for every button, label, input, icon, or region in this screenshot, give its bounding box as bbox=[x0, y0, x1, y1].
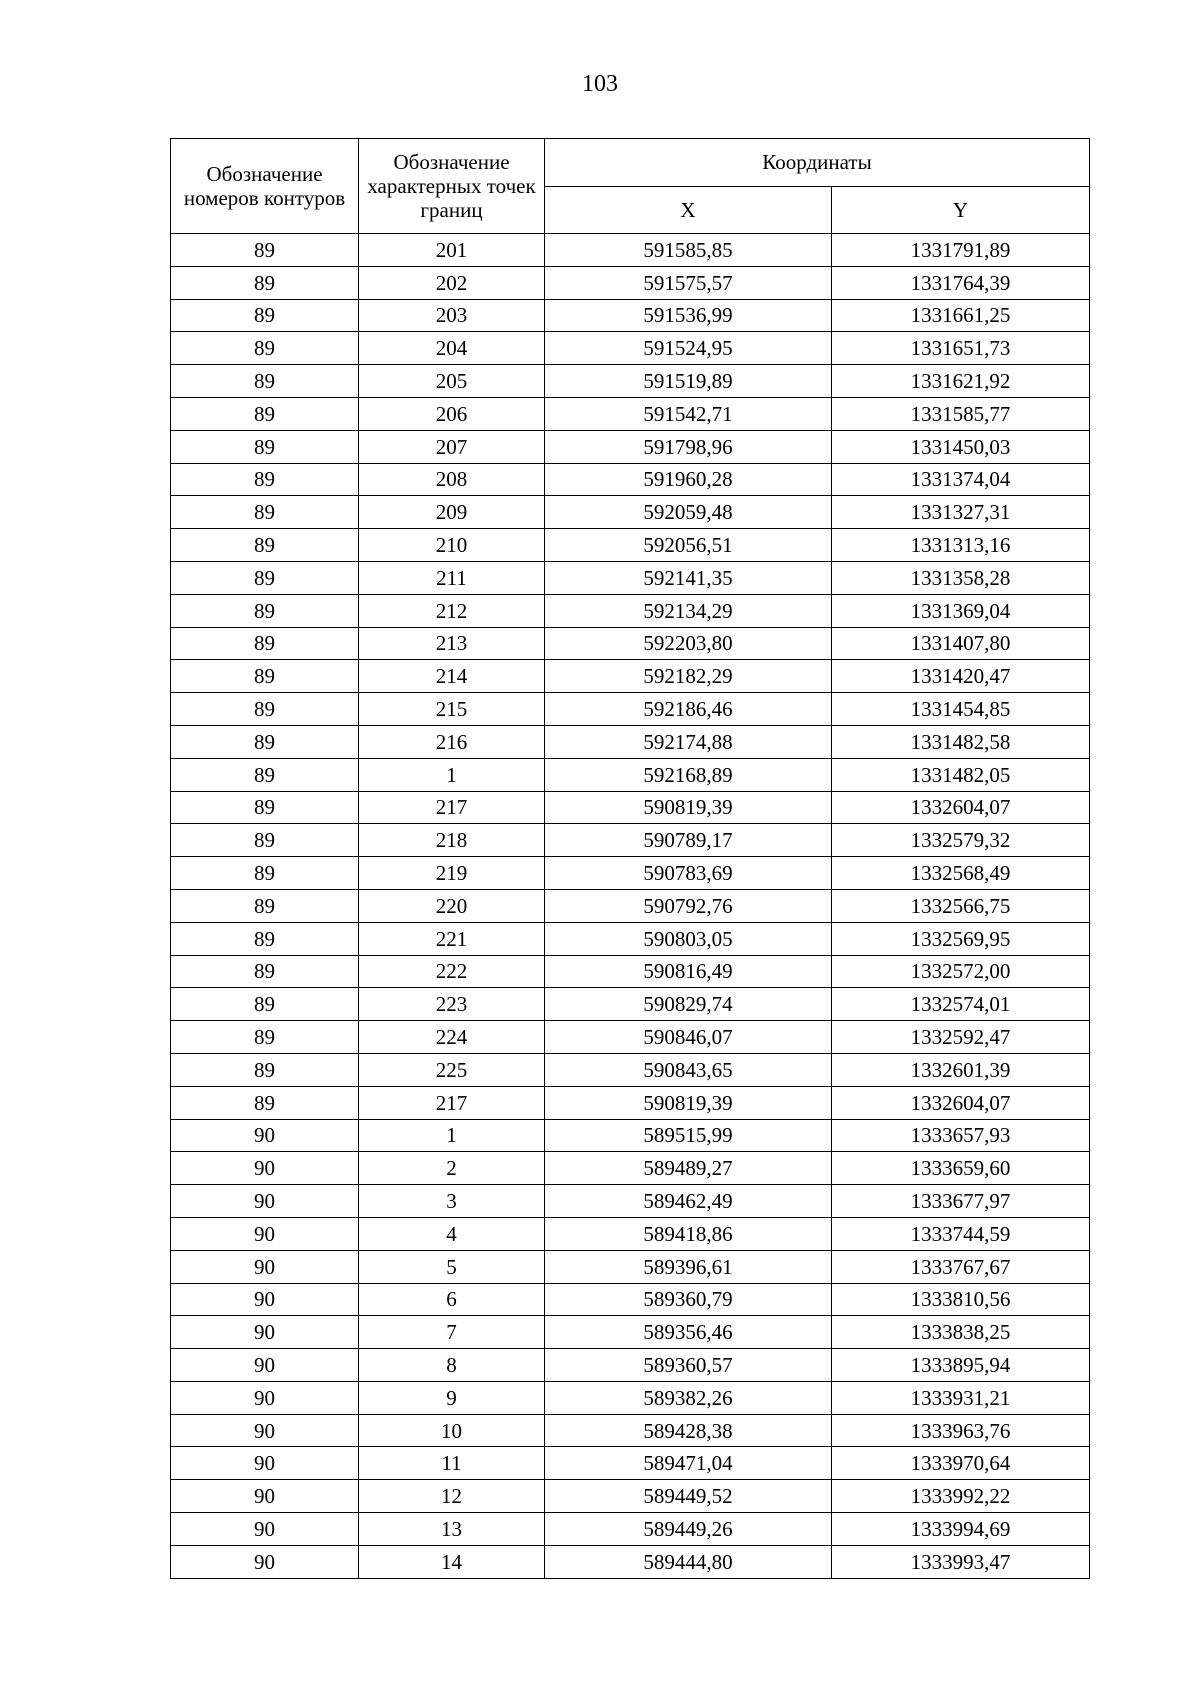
cell-x: 589449,26 bbox=[545, 1513, 832, 1546]
cell-contour: 90 bbox=[171, 1185, 359, 1218]
table-row bbox=[171, 1053, 1090, 1086]
table-row bbox=[171, 988, 1090, 1021]
table-row bbox=[171, 1381, 1090, 1414]
cell-point: 209 bbox=[359, 496, 545, 529]
table-body bbox=[171, 234, 1090, 1579]
cell-y: 1331407,80 bbox=[832, 627, 1090, 660]
cell-point: 221 bbox=[359, 922, 545, 955]
cell-x: 592134,29 bbox=[545, 594, 832, 627]
table-row bbox=[171, 1414, 1090, 1447]
cell-contour: 90 bbox=[171, 1513, 359, 1546]
cell-point: 11 bbox=[359, 1447, 545, 1480]
table-row bbox=[171, 889, 1090, 922]
cell-x: 590803,05 bbox=[545, 922, 832, 955]
cell-contour: 89 bbox=[171, 1053, 359, 1086]
cell-point: 218 bbox=[359, 824, 545, 857]
cell-x: 590819,39 bbox=[545, 1086, 832, 1119]
cell-contour: 89 bbox=[171, 988, 359, 1021]
cell-x: 589462,49 bbox=[545, 1185, 832, 1218]
table-row bbox=[171, 1480, 1090, 1513]
cell-point: 217 bbox=[359, 791, 545, 824]
cell-contour: 89 bbox=[171, 561, 359, 594]
cell-point: 205 bbox=[359, 365, 545, 398]
table-row bbox=[171, 299, 1090, 332]
cell-y: 1331482,05 bbox=[832, 758, 1090, 791]
cell-x: 589396,61 bbox=[545, 1250, 832, 1283]
table-row bbox=[171, 1283, 1090, 1316]
cell-point: 8 bbox=[359, 1349, 545, 1382]
cell-y: 1333657,93 bbox=[832, 1119, 1090, 1152]
cell-y: 1333931,21 bbox=[832, 1381, 1090, 1414]
cell-contour: 89 bbox=[171, 397, 359, 430]
cell-y: 1332604,07 bbox=[832, 1086, 1090, 1119]
cell-x: 590819,39 bbox=[545, 791, 832, 824]
cell-x: 589382,26 bbox=[545, 1381, 832, 1414]
cell-x: 592182,29 bbox=[545, 660, 832, 693]
cell-y: 1333659,60 bbox=[832, 1152, 1090, 1185]
cell-point: 12 bbox=[359, 1480, 545, 1513]
cell-x: 590792,76 bbox=[545, 889, 832, 922]
table-row bbox=[171, 824, 1090, 857]
cell-point: 4 bbox=[359, 1217, 545, 1250]
cell-x: 592141,35 bbox=[545, 561, 832, 594]
cell-x: 592168,89 bbox=[545, 758, 832, 791]
cell-contour: 89 bbox=[171, 463, 359, 496]
cell-y: 1331369,04 bbox=[832, 594, 1090, 627]
table-row bbox=[171, 1152, 1090, 1185]
cell-x: 591960,28 bbox=[545, 463, 832, 496]
cell-x: 589515,99 bbox=[545, 1119, 832, 1152]
cell-point: 1 bbox=[359, 1119, 545, 1152]
cell-point: 14 bbox=[359, 1545, 545, 1578]
cell-point: 213 bbox=[359, 627, 545, 660]
cell-contour: 89 bbox=[171, 857, 359, 890]
cell-x: 590789,17 bbox=[545, 824, 832, 857]
header-coordinates: Координаты bbox=[545, 139, 1090, 187]
cell-point: 220 bbox=[359, 889, 545, 922]
cell-y: 1332601,39 bbox=[832, 1053, 1090, 1086]
cell-y: 1331661,25 bbox=[832, 299, 1090, 332]
cell-contour: 90 bbox=[171, 1152, 359, 1185]
cell-y: 1333677,97 bbox=[832, 1185, 1090, 1218]
cell-x: 592174,88 bbox=[545, 725, 832, 758]
cell-x: 589428,38 bbox=[545, 1414, 832, 1447]
cell-x: 590829,74 bbox=[545, 988, 832, 1021]
table-row bbox=[171, 1349, 1090, 1382]
cell-y: 1333895,94 bbox=[832, 1349, 1090, 1382]
cell-y: 1331585,77 bbox=[832, 397, 1090, 430]
cell-x: 590816,49 bbox=[545, 955, 832, 988]
header-contour-numbers: Обозначение номеров контуров bbox=[171, 139, 359, 234]
table-row bbox=[171, 430, 1090, 463]
cell-contour: 90 bbox=[171, 1381, 359, 1414]
cell-y: 1331621,92 bbox=[832, 365, 1090, 398]
cell-y: 1333992,22 bbox=[832, 1480, 1090, 1513]
cell-x: 591585,85 bbox=[545, 234, 832, 267]
cell-contour: 89 bbox=[171, 889, 359, 922]
cell-x: 589471,04 bbox=[545, 1447, 832, 1480]
table-row bbox=[171, 463, 1090, 496]
cell-contour: 89 bbox=[171, 234, 359, 267]
cell-contour: 89 bbox=[171, 824, 359, 857]
table-row bbox=[171, 365, 1090, 398]
cell-contour: 89 bbox=[171, 299, 359, 332]
table-row bbox=[171, 660, 1090, 693]
cell-point: 214 bbox=[359, 660, 545, 693]
cell-y: 1331651,73 bbox=[832, 332, 1090, 365]
cell-contour: 89 bbox=[171, 332, 359, 365]
table-row bbox=[171, 1316, 1090, 1349]
table-row bbox=[171, 1119, 1090, 1152]
cell-point: 9 bbox=[359, 1381, 545, 1414]
cell-x: 591524,95 bbox=[545, 332, 832, 365]
table-row bbox=[171, 496, 1090, 529]
cell-contour: 89 bbox=[171, 496, 359, 529]
cell-point: 211 bbox=[359, 561, 545, 594]
cell-y: 1331374,04 bbox=[832, 463, 1090, 496]
cell-point: 216 bbox=[359, 725, 545, 758]
table-row bbox=[171, 234, 1090, 267]
table-row bbox=[171, 857, 1090, 890]
cell-x: 589444,80 bbox=[545, 1545, 832, 1578]
cell-y: 1332574,01 bbox=[832, 988, 1090, 1021]
cell-contour: 90 bbox=[171, 1283, 359, 1316]
cell-y: 1331327,31 bbox=[832, 496, 1090, 529]
cell-x: 590843,65 bbox=[545, 1053, 832, 1086]
cell-point: 13 bbox=[359, 1513, 545, 1546]
cell-contour: 90 bbox=[171, 1250, 359, 1283]
cell-y: 1333993,47 bbox=[832, 1545, 1090, 1578]
table-row bbox=[171, 332, 1090, 365]
table-row bbox=[171, 594, 1090, 627]
table-row bbox=[171, 1086, 1090, 1119]
cell-contour: 89 bbox=[171, 922, 359, 955]
table-row bbox=[171, 725, 1090, 758]
table-row bbox=[171, 791, 1090, 824]
cell-y: 1331454,85 bbox=[832, 693, 1090, 726]
cell-contour: 89 bbox=[171, 1021, 359, 1054]
cell-point: 223 bbox=[359, 988, 545, 1021]
cell-point: 207 bbox=[359, 430, 545, 463]
cell-contour: 89 bbox=[171, 594, 359, 627]
cell-y: 1332572,00 bbox=[832, 955, 1090, 988]
cell-point: 225 bbox=[359, 1053, 545, 1086]
cell-y: 1332568,49 bbox=[832, 857, 1090, 890]
table-row bbox=[171, 1545, 1090, 1578]
cell-y: 1332569,95 bbox=[832, 922, 1090, 955]
cell-y: 1332604,07 bbox=[832, 791, 1090, 824]
header-y: Y bbox=[832, 186, 1090, 234]
table-row bbox=[171, 758, 1090, 791]
cell-point: 5 bbox=[359, 1250, 545, 1283]
cell-point: 2 bbox=[359, 1152, 545, 1185]
cell-x: 592186,46 bbox=[545, 693, 832, 726]
table-row bbox=[171, 1513, 1090, 1546]
cell-x: 591519,89 bbox=[545, 365, 832, 398]
cell-x: 591798,96 bbox=[545, 430, 832, 463]
cell-contour: 89 bbox=[171, 725, 359, 758]
header-x: X bbox=[545, 186, 832, 234]
table-row bbox=[171, 1250, 1090, 1283]
cell-point: 206 bbox=[359, 397, 545, 430]
cell-contour: 90 bbox=[171, 1349, 359, 1382]
cell-point: 215 bbox=[359, 693, 545, 726]
cell-x: 589360,57 bbox=[545, 1349, 832, 1382]
cell-contour: 90 bbox=[171, 1217, 359, 1250]
coordinates-table bbox=[170, 138, 1090, 1579]
table-row bbox=[171, 561, 1090, 594]
cell-point: 3 bbox=[359, 1185, 545, 1218]
table-row bbox=[171, 1217, 1090, 1250]
page-number: 103 bbox=[582, 71, 618, 97]
cell-point: 10 bbox=[359, 1414, 545, 1447]
table-row bbox=[171, 627, 1090, 660]
table-row bbox=[171, 955, 1090, 988]
cell-x: 592203,80 bbox=[545, 627, 832, 660]
cell-x: 589449,52 bbox=[545, 1480, 832, 1513]
cell-point: 217 bbox=[359, 1086, 545, 1119]
cell-contour: 90 bbox=[171, 1545, 359, 1578]
cell-point: 210 bbox=[359, 529, 545, 562]
cell-x: 590783,69 bbox=[545, 857, 832, 890]
cell-x: 591542,71 bbox=[545, 397, 832, 430]
cell-y: 1332592,47 bbox=[832, 1021, 1090, 1054]
table-row bbox=[171, 1185, 1090, 1218]
cell-x: 589360,79 bbox=[545, 1283, 832, 1316]
cell-y: 1332566,75 bbox=[832, 889, 1090, 922]
cell-point: 204 bbox=[359, 332, 545, 365]
cell-contour: 89 bbox=[171, 1086, 359, 1119]
cell-point: 202 bbox=[359, 266, 545, 299]
table-row bbox=[171, 397, 1090, 430]
cell-contour: 89 bbox=[171, 627, 359, 660]
cell-x: 592059,48 bbox=[545, 496, 832, 529]
cell-contour: 90 bbox=[171, 1480, 359, 1513]
cell-contour: 90 bbox=[171, 1447, 359, 1480]
cell-y: 1331358,28 bbox=[832, 561, 1090, 594]
header-boundary-points: Обозначение характерных точек границ bbox=[359, 139, 545, 234]
cell-contour: 90 bbox=[171, 1316, 359, 1349]
cell-point: 203 bbox=[359, 299, 545, 332]
cell-x: 590846,07 bbox=[545, 1021, 832, 1054]
cell-y: 1331791,89 bbox=[832, 234, 1090, 267]
cell-point: 219 bbox=[359, 857, 545, 890]
cell-y: 1333767,67 bbox=[832, 1250, 1090, 1283]
table-row bbox=[171, 1447, 1090, 1480]
cell-y: 1333810,56 bbox=[832, 1283, 1090, 1316]
cell-x: 591575,57 bbox=[545, 266, 832, 299]
cell-y: 1333744,59 bbox=[832, 1217, 1090, 1250]
cell-contour: 89 bbox=[171, 365, 359, 398]
table-row bbox=[171, 1021, 1090, 1054]
table-row bbox=[171, 693, 1090, 726]
cell-y: 1331313,16 bbox=[832, 529, 1090, 562]
cell-y: 1333994,69 bbox=[832, 1513, 1090, 1546]
cell-contour: 89 bbox=[171, 791, 359, 824]
cell-contour: 89 bbox=[171, 430, 359, 463]
cell-point: 208 bbox=[359, 463, 545, 496]
cell-point: 6 bbox=[359, 1283, 545, 1316]
cell-y: 1333963,76 bbox=[832, 1414, 1090, 1447]
cell-point: 212 bbox=[359, 594, 545, 627]
cell-point: 201 bbox=[359, 234, 545, 267]
table-row bbox=[171, 922, 1090, 955]
cell-y: 1333970,64 bbox=[832, 1447, 1090, 1480]
cell-x: 591536,99 bbox=[545, 299, 832, 332]
cell-x: 589356,46 bbox=[545, 1316, 832, 1349]
table-row bbox=[171, 266, 1090, 299]
cell-y: 1331420,47 bbox=[832, 660, 1090, 693]
cell-contour: 89 bbox=[171, 266, 359, 299]
cell-y: 1331764,39 bbox=[832, 266, 1090, 299]
cell-y: 1333838,25 bbox=[832, 1316, 1090, 1349]
cell-point: 224 bbox=[359, 1021, 545, 1054]
cell-point: 1 bbox=[359, 758, 545, 791]
cell-contour: 89 bbox=[171, 660, 359, 693]
cell-contour: 89 bbox=[171, 529, 359, 562]
cell-y: 1332579,32 bbox=[832, 824, 1090, 857]
cell-contour: 89 bbox=[171, 693, 359, 726]
table-row bbox=[171, 529, 1090, 562]
table-header bbox=[171, 139, 1090, 234]
cell-x: 589489,27 bbox=[545, 1152, 832, 1185]
cell-point: 222 bbox=[359, 955, 545, 988]
cell-point: 7 bbox=[359, 1316, 545, 1349]
cell-y: 1331482,58 bbox=[832, 725, 1090, 758]
cell-x: 592056,51 bbox=[545, 529, 832, 562]
cell-contour: 89 bbox=[171, 758, 359, 791]
cell-y: 1331450,03 bbox=[832, 430, 1090, 463]
cell-contour: 90 bbox=[171, 1414, 359, 1447]
cell-x: 589418,86 bbox=[545, 1217, 832, 1250]
cell-contour: 90 bbox=[171, 1119, 359, 1152]
cell-contour: 89 bbox=[171, 955, 359, 988]
